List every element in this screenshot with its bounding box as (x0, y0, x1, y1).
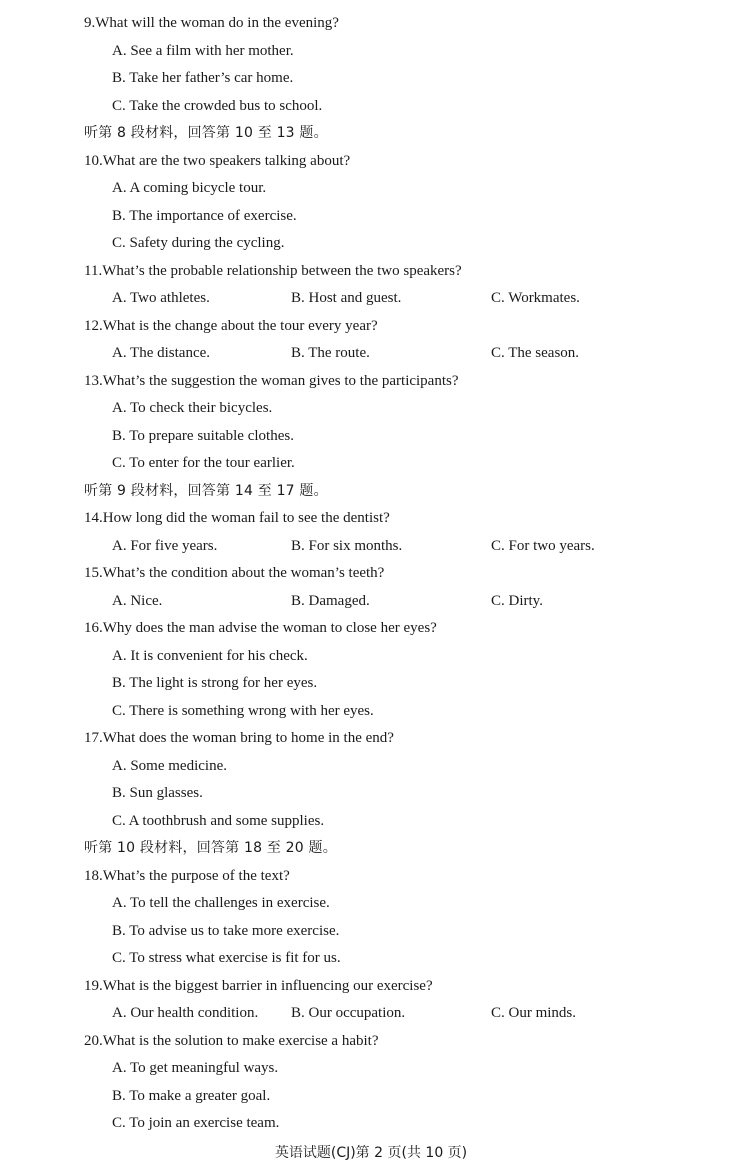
option: C. Workmates. (491, 290, 580, 306)
question-text: What’s the condition about the woman’s teeth? (102, 565, 385, 581)
options-row (0, 285, 742, 313)
question-text: What is the biggest barrier in influencing our exercise? (102, 977, 433, 994)
question-number: 18. (84, 867, 103, 884)
question-number: 13. (84, 372, 103, 389)
question-text: What is the solution to make exercise a habit? (102, 1032, 379, 1049)
option: A. To check their bicycles. (112, 400, 273, 416)
page-footer: 英语试题(CJ)第 2 页(共 10 页) (274, 1145, 468, 1161)
options-row (0, 588, 742, 616)
option: C. There is something wrong with her eyes. (112, 702, 374, 719)
question-number: 12. (84, 317, 103, 334)
option: B. Damaged. (291, 592, 370, 609)
option: B. For six months. (291, 537, 403, 554)
question-number: 19. (84, 977, 103, 994)
option: C. To enter for the tour earlier. (112, 455, 295, 471)
option: B. Our occupation. (291, 1005, 406, 1021)
question-stem (0, 1028, 742, 1056)
options-row (0, 1000, 742, 1028)
option: A. A coming bicycle tour. (112, 180, 267, 196)
question-number: 17. (84, 730, 103, 746)
options-row (0, 533, 742, 561)
question-text: What are the two speakers talking about? (102, 152, 351, 169)
exam-page (0, 10, 742, 1138)
option: B. To make a greater goal. (112, 1087, 271, 1104)
option: A. To get meaningful ways. (112, 1060, 279, 1076)
question-number: 11. (84, 262, 103, 279)
question-text: What’s the probable relationship between the two speakers? (102, 262, 462, 279)
question-text: Why does the man advise the woman to close her eyes? (102, 620, 437, 636)
option: C. Safety during the cycling. (112, 235, 285, 251)
option: A. It is convenient for his check. (112, 647, 308, 664)
option: A. Some medicine. (112, 757, 227, 774)
option: B. The importance of exercise. (112, 207, 297, 224)
option: A. Our health condition. (112, 1005, 259, 1021)
section-heading: 听第 10 段材料，回答第 18 至 20 题。 (84, 840, 337, 856)
question-stem (0, 258, 742, 286)
option: B. To advise us to take more exercise. (112, 922, 340, 939)
question-number: 16. (84, 620, 103, 636)
option: C. Dirty. (491, 592, 543, 609)
option: A. The distance. (112, 345, 211, 361)
question-text: What does the woman bring to home in the end? (102, 730, 394, 746)
question-number: 10. (84, 152, 103, 169)
question-text: What’s the purpose of the text? (102, 867, 290, 884)
option: B. Host and guest. (291, 290, 402, 306)
question-number: 9. (84, 15, 96, 31)
option: C. For two years. (491, 537, 595, 554)
question-stem (0, 863, 742, 891)
question-text: What’s the suggestion the woman gives to the participants? (102, 372, 459, 389)
option: C. To stress what exercise is fit for us. (112, 950, 341, 966)
option: C. Take the crowded bus to school. (112, 97, 323, 114)
option: B. Take her father’s car home. (112, 70, 294, 86)
question-stem (0, 148, 742, 176)
question-stem (0, 505, 742, 533)
question-stem (0, 615, 742, 643)
option: A. Two athletes. (112, 290, 210, 306)
question-text: What is the change about the tour every year? (102, 317, 378, 334)
question-number: 20. (84, 1032, 103, 1049)
question-stem (0, 973, 742, 1001)
question-number: 15. (84, 565, 103, 581)
options-row (0, 340, 742, 368)
option: A. For five years. (112, 537, 218, 554)
question-stem (0, 725, 742, 753)
question-stem (0, 10, 742, 38)
option: A. Nice. (112, 592, 163, 609)
option: C. A toothbrush and some supplies. (112, 812, 325, 829)
option: B. The light is strong for her eyes. (112, 675, 318, 691)
option: C. To join an exercise team. (112, 1115, 280, 1131)
option: C. Our minds. (491, 1005, 577, 1021)
question-text: What will the woman do in the evening? (95, 15, 339, 31)
question-text: How long did the woman fail to see the dentist? (102, 510, 390, 526)
question-stem (0, 368, 742, 396)
question-stem (0, 313, 742, 341)
question-number: 14. (84, 510, 103, 526)
option: B. Sun glasses. (112, 785, 203, 801)
option: B. To prepare suitable clothes. (112, 427, 294, 444)
option: A. To tell the challenges in exercise. (112, 895, 330, 911)
question-stem (0, 560, 742, 588)
section-heading: 听第 9 段材料，回答第 14 至 17 题。 (84, 482, 328, 499)
option: C. The season. (491, 345, 580, 361)
section-heading: 听第 8 段材料，回答第 10 至 13 题。 (84, 125, 328, 141)
option: A. See a film with her mother. (112, 42, 294, 59)
option: B. The route. (291, 345, 370, 361)
